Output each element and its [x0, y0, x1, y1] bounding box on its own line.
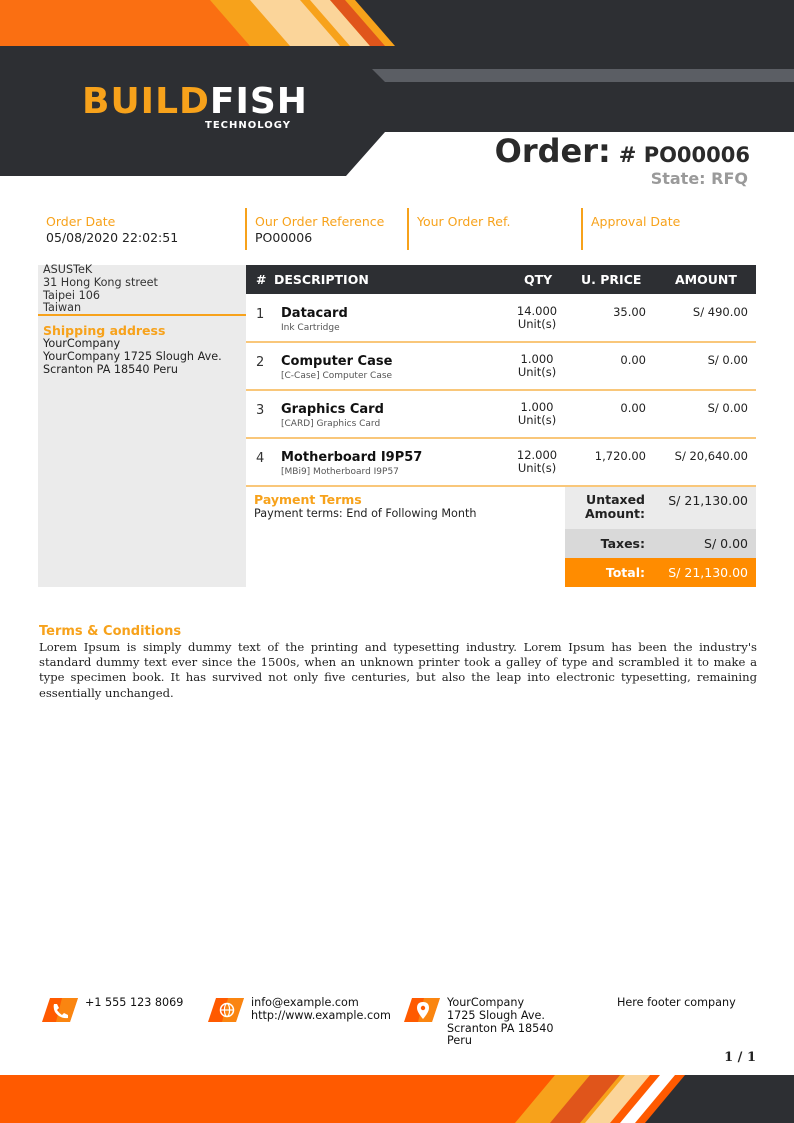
line-amount: S/ 0.00 [707, 401, 748, 415]
payment-terms-text: Payment terms: End of Following Month [254, 507, 477, 520]
phone-icon [42, 998, 78, 1022]
vendor-line: 31 Hong Kong street [43, 275, 158, 289]
footer-note: Here footer company [617, 996, 736, 1009]
footer-banner [0, 1075, 794, 1123]
quantity: 1.000 Unit(s) [517, 400, 557, 427]
footer-phone: +1 555 123 8069 [85, 996, 184, 1009]
unit-price: 1,720.00 [594, 449, 646, 463]
col-header-unit-price: U. PRICE [581, 272, 642, 287]
quantity: 14.000 Unit(s) [516, 304, 558, 331]
info-your-reference [407, 208, 581, 250]
table-row [246, 439, 756, 487]
total-row [565, 558, 756, 587]
row-index: 1 [256, 307, 265, 322]
product-code: [MBi9] Motherboard I9P57 [281, 467, 399, 477]
info-order-date [38, 208, 244, 250]
order-title [495, 132, 750, 170]
product-name: Datacard [281, 306, 348, 321]
vendor-line: ASUSTeK [43, 263, 93, 276]
info-value: 05/08/2020 22:02:51 [46, 230, 179, 245]
row-index: 3 [256, 403, 265, 418]
company-logo: BUILDFISH [82, 81, 308, 122]
info-label: Order Date [46, 214, 116, 229]
info-label: Approval Date [591, 214, 681, 229]
unit-price: 35.00 [613, 305, 646, 319]
col-header-index: # [256, 272, 267, 287]
shipping-address [43, 338, 222, 376]
line-amount: S/ 20,640.00 [674, 449, 748, 463]
total-label: Total: [605, 565, 645, 580]
untaxed-amount-value: S/ 21,130.00 [668, 493, 748, 508]
untaxed-amount-row [565, 487, 756, 529]
footer-email[interactable]: info@example.com [251, 996, 359, 1009]
col-header-description: DESCRIPTION [274, 272, 369, 287]
row-index: 2 [256, 355, 265, 370]
footer-address-line: Peru [447, 1034, 472, 1048]
info-label: Our Order Reference [255, 214, 385, 229]
col-header-amount: AMOUNT [675, 272, 737, 287]
row-index: 4 [256, 451, 265, 466]
table-row [246, 343, 756, 391]
unit-price: 0.00 [620, 353, 646, 367]
info-our-reference [245, 208, 407, 250]
total-value: S/ 21,130.00 [668, 565, 748, 580]
vendor-address [43, 264, 158, 315]
table-row [246, 391, 756, 439]
info-label: Your Order Ref. [417, 214, 511, 229]
footer-web-contact [251, 997, 391, 1023]
info-approval-date [581, 208, 757, 250]
unit-price: 0.00 [620, 401, 646, 415]
col-header-qty: QTY [524, 272, 553, 287]
divider [38, 314, 246, 316]
company-logo-subtitle: TECHNOLOGY [205, 120, 291, 131]
shipping-line: YourCompany 1725 Slough Ave. [43, 349, 222, 363]
order-number: # PO00006 [618, 143, 750, 167]
footer-address-line: 1725 Slough Ave. [447, 1008, 545, 1022]
terms-conditions-text: Lorem Ipsum is simply dummy text of the printing and typesetting industry. Lorem Ipsum has been the industry's standard dummy text ever since the 1500s, when an unknown printer took a galley of type and scrambled it to make a type specimen book. It has survived not only five centuries, but also the leap into electronic typesetting, remaining essentially unchanged. [39, 640, 757, 700]
product-code: Ink Cartridge [281, 323, 340, 333]
order-lines-header [246, 265, 756, 294]
info-value: PO00006 [255, 230, 313, 245]
payment-terms-label: Payment Terms [254, 492, 362, 507]
shipping-line: YourCompany [43, 337, 121, 350]
taxes-value: S/ 0.00 [704, 536, 748, 551]
line-amount: S/ 0.00 [707, 353, 748, 367]
product-code: [C-Case] Computer Case [281, 371, 393, 381]
untaxed-amount-label: Untaxed Amount: [584, 492, 645, 521]
shipping-line: Scranton PA 18540 Peru [43, 362, 178, 376]
footer-address-line: YourCompany [447, 996, 525, 1009]
order-state: State: RFQ [650, 169, 748, 188]
page-number: 1 / 1 [724, 1050, 756, 1065]
order-title-label: Order: [494, 132, 611, 170]
table-row [246, 295, 756, 343]
product-name: Graphics Card [281, 402, 384, 417]
taxes-label: Taxes: [600, 536, 645, 551]
line-amount: S/ 490.00 [692, 305, 748, 319]
globe-icon [208, 998, 244, 1022]
product-name: Motherboard I9P57 [281, 450, 423, 465]
quantity: 12.000 Unit(s) [516, 448, 558, 475]
location-pin-icon [404, 998, 440, 1022]
footer-address-line: Scranton PA 18540 [447, 1021, 554, 1035]
quantity: 1.000 Unit(s) [517, 352, 557, 379]
taxes-row [565, 529, 756, 558]
vendor-line: Taipei 106 [43, 288, 100, 302]
footer-website[interactable]: http://www.example.com [251, 1008, 391, 1022]
terms-conditions-label: Terms & Conditions [39, 624, 182, 639]
vendor-line: Taiwan [43, 301, 82, 315]
shipping-address-label: Shipping address [43, 323, 166, 338]
product-name: Computer Case [281, 354, 393, 369]
footer-address [447, 997, 554, 1048]
product-code: [CARD] Graphics Card [281, 419, 381, 429]
